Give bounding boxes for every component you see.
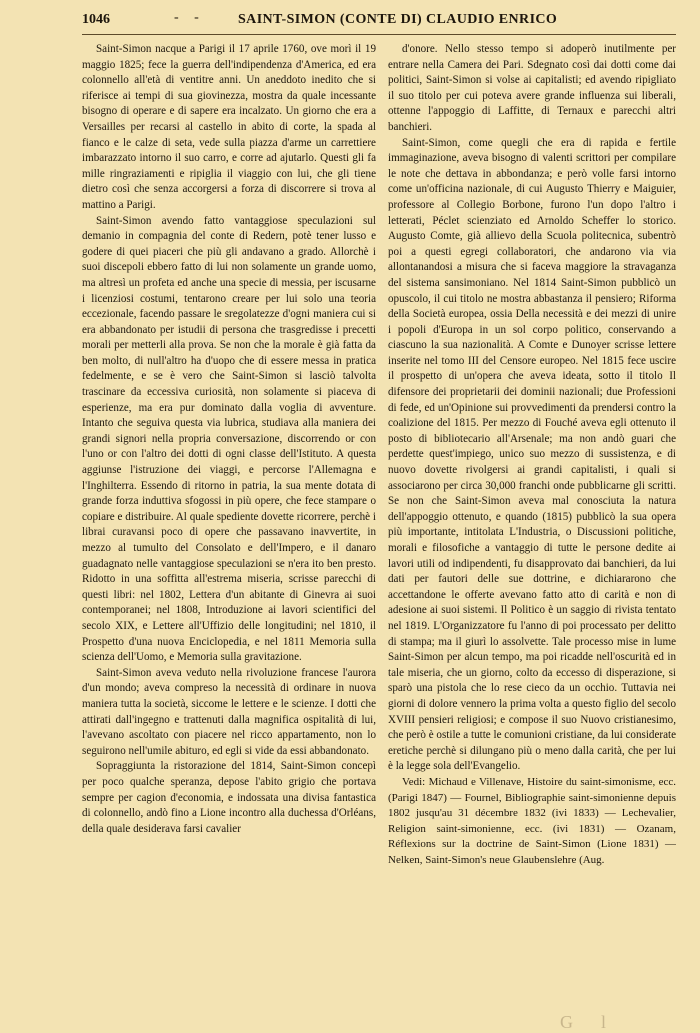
left-column	[82, 42, 376, 1002]
paragraph: Saint-Simon nacque a Parigi il 17 aprile 1760, ove morì il 19 maggio 1825; fece la guerra dell'indipendenza d'America, ed era colonnello all'età di ventitre anni. Un aneddoto inedito che si riferisce ai tempi di sua giovinezza, mostra da quale incessante bisogno di operare e di sapere era incalzato. Un giorno che era a Versailles per recarsi al castello in abito di corte, la spada al fianco e le calze di seta, vede sulla piazza d'arme un carrettiere imbarazzato intorno il suo carro, e corre ad ajutarlo. Questi gli fa mille ringraziamenti e ripiglia il viaggio con lui, che gli tiene dietro così che senza accorgersi a forza di discorrere si trova al mattino a Parigi.	[82, 43, 376, 211]
paragraph: Saint-Simon, come quegli che era di rapida e fertile immaginazione, aveva bisogno di valenti scrittori per compilare le note che dettava in abbondanza; e però volle farsi intorno come un'officina nazionale, di cui Augusto Thierry e Maiguier, professore al Collegio Borbone, furono l'un dopo l'altro i letterati, Péclet scienziato ed Arnoldo Scheffer lo storico. Augusto Comte, già allievo della Scuola politecnica, subentrò poi a questi egregi collaboratori, che andarono via via allontanandosi a misura che si faceva maggiore la stravaganza del sistema sansimoniano. Nel 1814 Saint-Simon pubblicò un opuscolo, il cui titolo ne mostra abbastanza il pensiero; Riforma della Società europea, ossia Della necessità e dei mezzi di unire i popoli d'Europa in un sol corpo politico, conservando a ciascuno la sua nazionalità. A Comte e Dunoyer scrisse lettere inserite nel tomo III del Censore europeo. Nel 1815 fece uscire il prospetto di un'opera che aveva ideata, sotto il titolo Il difensore dei proprietarii dei dominii nazionali; due Professioni di fede, ed un'Opinione sui provvedimenti da prendersi contro la coalizione del 1815. Per mezzo di Fouché aveva egli ottenuto il posto di bibliotecario all'Arsenale; ma non andò guari che perdette quest'impiego, unico suo mezzo di sussistenza, e di nuovo dovette rivolgersi ai grandi capitalisti, i quali si associarono per circa 30,000 franchi onde pubblicarne gli scritti. Se non che Saint-Simon aveva mal conosciuta la natura dell'appoggio ottenuto, e quando (1815) pubblicò la sua opera più importante, intitolata L'Industria, o Discussioni politiche, morali e filosofiche a vantaggio di tutte le persone dedite ai lavori utili od indipendenti, fu disapprovato dai banchieri, da lui dati per fautori delle sue dottrine, e dichiararono che accettandone le offerte avevano fatto atto di carità e non di adesione ai suoi sistemi. Il Politico è un saggio di rivista tentato nel 1819. L'Organizzatore fu l'anno di poi processato per delitto di stampa; ma il giurì lo assolvette. Tale processo mise in lume Saint-Simon per alcun tempo, ma poi ricadde nell'oscurità ed in tale miseria, che un giorno, colto da eccesso di disperazione, si sparò una pistola che lo rese cieco da un occhio. Tuttavia nei giorni di dolore vennero la prima volta a questo figlio del secolo XVIII pensieri religiosi; e compose il suo Nuovo cristianesimo, che però è ostile a tutte le comunioni cristiane, da lui considerate eretiche perchè si dilungano più o meno dalla carità, che per lui è la legge sola dell'Evangelio.	[388, 136, 676, 773]
scan-watermark: G l	[560, 1012, 608, 1032]
references-paragraph: Vedi: Michaud e Villenave, Histoire du saint-simonisme, ecc. (Parigi 1847) — Fournel, Bibliographie saint-simonienne depuis 1802 jusqu'au 31 décembre 1832 (ivi 1833) — Lechevalier, Religion saint-simonienne, ecc. (ivi 1831) — Ozanam, Réflexions sur la doctrine de Saint-Simon (Lione 1831) — Nelken, Saint-Simon's neue Glaubenslehre (Aug.	[388, 775, 676, 866]
paragraph: Sopraggiunta la ristorazione del 1814, Saint-Simon concepì per poco qualche speranza, depose l'abito grigio che portava sempre per cagion d'economia, e indossata una divisa fantastica di colonnello, andò fino a Lione incontro alla duchessa d'Orléans, della quale desiderava farsi cavalier	[82, 760, 376, 835]
running-title: SAINT-SIMON (CONTE DI) CLAUDIO ENRICO	[238, 12, 558, 27]
running-header	[82, 10, 676, 35]
paragraph: d'onore. Nello stesso tempo si adoperò inutilmente per entrare nella Camera dei Pari. Sdegnato così dai dotti come dai politici, Saint-Simon si volse ai capitalisti; ed avendo ripigliato il suo titolo per cui poteva avere grande influenza sui liberali, ottenne l'appoggio di Laffitte, di Ternaux e parecchi altri banchieri.	[388, 43, 676, 133]
header-dash: - -	[174, 10, 205, 25]
right-column	[388, 42, 676, 1002]
paragraph: Saint-Simon avendo fatto vantaggiose speculazioni sul demanio in compagnia del conte di Redern, potè tener lusso e godere di quei piaceri che più gli andavano a grado. Allorchè i suoi discepoli ebbero fatto di lui non solamente un grande uomo, ma altresì un profeta ed anche una specie di messia, per iscusarne i licenziosi costumi, tentarono creare per lui solo una teoria eccezionale, facendo passare le sregolatezze d'ogni maniera cui si era abbandonato per istudii di persona che trasgredisse i precetti morali per metterli alla prova. Se non che la morale è già fatta da ben molto, di null'altro ha d'uopo che di essere messa in pratica fedelmente, e se è vero che Saint-Simon si lasciò talvolta trascinare da eccessiva curiosità, non solamente si piaceva di esperienze, ma era pur dominato dalla voglia di avventure. Intanto che seguiva questa via lubrica, studiava alla maniera dei grandi signori nella propria conversazione, discorrendo or con l'uno or con l'altro dei dotti di ogni classe dell'Istituto. A questa aggiunse l'istruzione dei viaggi, e percorse l'Allemagna e l'Inghilterra. Essendo di ritorno in patria, la sua mente dotata di grande forza induttiva sfogossi in più opere, che fece stampare o copiare e distribuire. Al quale spediente dovette ricorrere, perchè i librai curavansi poco di opere che passavano inavvertite, in mezzo al tumulto del Consolato e dell'Impero, e il danaro guadagnato nelle vantaggiose speculazioni se n'era ito ben presto. Ridotto in una soffitta all'estrema miseria, scrisse parecchi di questi libri: nel 1802, Lettera d'un abitante di Ginevra ai suoi contemporanei; nel 1808, Introduzione ai lavori scientifici del secolo XIX, e Lettere all'Uffizio delle longitudini; nel 1810, il Prospetto d'una nuova Enciclopedia, e nel 1811 Memoria sulla scienza dell'Uomo, e Memoria sulla gravitazione.	[82, 214, 376, 664]
paragraph: Saint-Simon aveva veduto nella rivoluzione francese l'aurora d'un mondo; aveva compreso la necessità di ordinare in nuova maniera tutta la società, siccome le lettere e le scienze. I dotti che attirati dall'ingegno e trattenuti dalla magnifica ospitalità di lui, l'avevano ascoltato con piacere nel ricco appartamento, non lo seguirono nell'umile abituro, ed egli si vide da essi abbandonato.	[82, 666, 376, 757]
page-number: 1046	[82, 12, 110, 27]
